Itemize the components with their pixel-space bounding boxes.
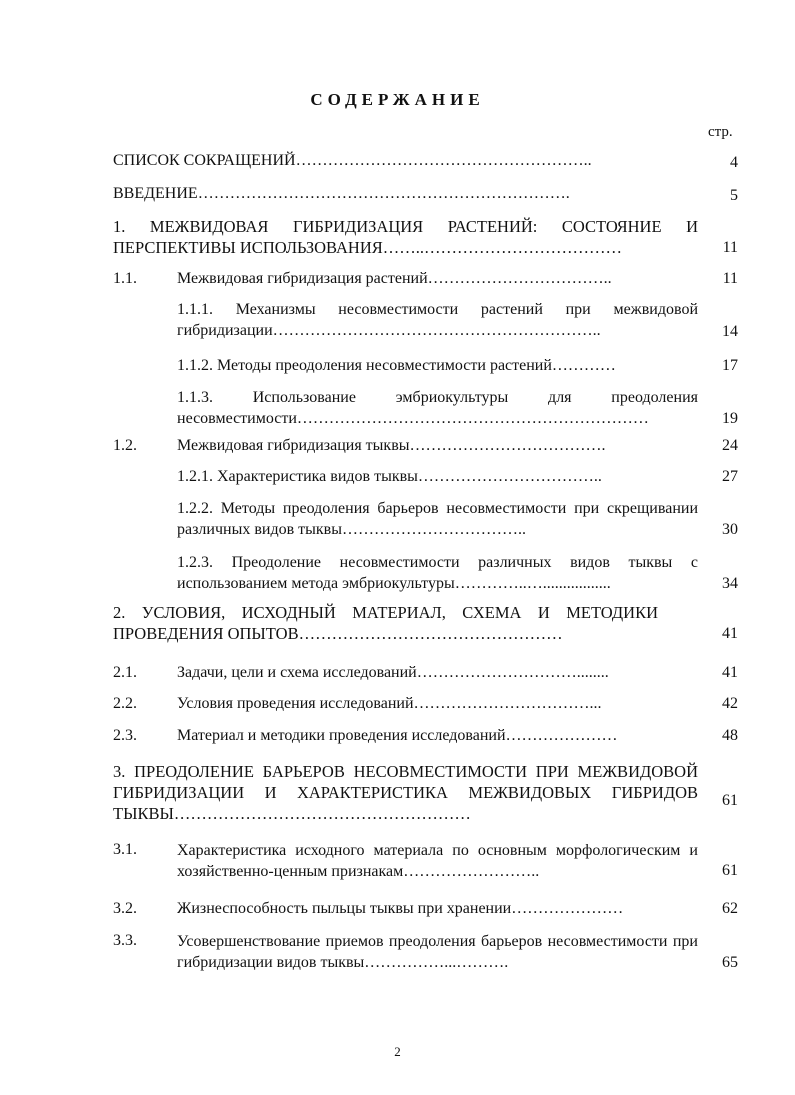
- toc-subsection: [113, 387, 738, 431]
- toc-entry-page: 24: [722, 437, 738, 454]
- toc-entry-page: 61: [722, 862, 738, 879]
- toc-section: [113, 663, 738, 685]
- toc-entry-page: 61: [722, 792, 738, 809]
- toc-entry-number: 3.1.: [113, 841, 137, 858]
- toc-subsection: [113, 356, 738, 378]
- toc-entry-page: 5: [730, 187, 738, 204]
- toc-entry-page: 34: [722, 575, 738, 592]
- toc-entry-page: 48: [722, 727, 738, 744]
- toc-entry: [113, 184, 738, 206]
- toc-entry-text: Жизнеспособность пыльцы тыквы при хранении…………………: [177, 900, 624, 917]
- toc-entry-text: СПИСОК СОКРАЩЕНИЙ………………………………………………..: [113, 152, 592, 169]
- toc-entry-page: 11: [722, 239, 738, 256]
- toc-entry-text: 1.2.3. Преодоление несовместимости различных видов тыквы с использованием метода эмбриокультуры…………..….................: [177, 554, 698, 592]
- toc-entry-number: 2.3.: [113, 727, 137, 744]
- toc-section: [113, 436, 738, 458]
- toc-entry-number: 3.2.: [113, 900, 137, 917]
- toc-entry-page: 27: [722, 468, 738, 485]
- toc-entry-text: Межвидовая гибридизация растений……………………………..: [177, 270, 612, 287]
- toc-section: [113, 694, 738, 716]
- toc-section: [113, 899, 738, 921]
- toc-entry-text: 1. МЕЖВИДОВАЯ ГИБРИДИЗАЦИЯ РАСТЕНИЙ: СОСТОЯНИЕ И ПЕРСПЕКТИВЫ ИСПОЛЬЗОВАНИЯ……..………………………………: [113, 217, 698, 257]
- toc-entry-text: 1.2.1. Характеристика видов тыквы……………………………..: [177, 468, 602, 485]
- toc-entry-text: Усовершенствование приемов преодоления барьеров несовместимости при гибридизации видов тыквы……………...……….: [177, 933, 698, 971]
- toc-entry-page: 41: [722, 664, 738, 681]
- toc-entry-text: Задачи, цели и схема исследований…………………………........: [177, 664, 609, 681]
- toc-entry-text: 2. УСЛОВИЯ, ИСХОДНЫЙ МАТЕРИАЛ, СХЕМА И МЕТОДИКИ ПРОВЕДЕНИЯ ОПЫТОВ…………………………………………: [113, 603, 658, 643]
- toc-entry-text: Характеристика исходного материала по основным морфологическим и хозяйственно-ценным признакам……………………..: [177, 842, 698, 880]
- toc-entry-page: 4: [730, 154, 738, 171]
- toc-chapter: [113, 761, 738, 827]
- toc-entry-page: 41: [722, 625, 738, 642]
- toc-section: [113, 726, 738, 748]
- toc-entry-page: 65: [722, 954, 738, 971]
- toc-section: [113, 931, 738, 975]
- toc-entry-page: 19: [722, 410, 738, 427]
- page-column-label: стр.: [708, 124, 733, 140]
- toc-entry-text: Условия проведения исследований……………………………...: [177, 695, 602, 712]
- toc-entry-text: 1.1.1. Механизмы несовместимости растений при межвидовой гибридизации……………………………………………………..: [177, 301, 698, 339]
- toc-entry-text: Межвидовая гибридизация тыквы……………………………….: [177, 437, 606, 454]
- toc-entry-page: 42: [722, 695, 738, 712]
- toc-subsection: [113, 498, 738, 542]
- toc-subsection: [113, 467, 738, 489]
- toc-section: [113, 840, 738, 884]
- toc-entry-number: 1.2.: [113, 437, 137, 454]
- toc-entry-text: 1.1.3. Использование эмбриокультуры для преодоления несовместимости…………………………………………………………: [177, 389, 698, 427]
- toc-entry-text: 1.1.2. Методы преодоления несовместимости растений…………: [177, 357, 616, 374]
- toc-chapter: [113, 602, 738, 646]
- toc-entry-page: 11: [722, 270, 738, 287]
- toc-subsection: [113, 552, 738, 596]
- toc-entry: [113, 151, 738, 173]
- toc-entry-text: ВВЕДЕНИЕ…………………………………………………………….: [113, 185, 570, 202]
- toc-entry-number: 2.2.: [113, 695, 137, 712]
- toc-entry-number: 1.1.: [113, 270, 137, 287]
- toc-entry-page: 62: [722, 900, 738, 917]
- toc-entry-text: 3. ПРЕОДОЛЕНИЕ БАРЬЕРОВ НЕСОВМЕСТИМОСТИ ПРИ МЕЖВИДОВОЙ ГИБРИДИЗАЦИИ И ХАРАКТЕРИСТИКА МЕЖВИДОВЫХ ГИБРИДОВ ТЫКВЫ………………………………………………: [113, 762, 698, 823]
- page-title: СОДЕРЖАНИЕ: [310, 90, 485, 109]
- toc-entry-number: 2.1.: [113, 664, 137, 681]
- toc-entry-text: Материал и методики проведения исследований…………………: [177, 727, 618, 744]
- page-number: 2: [394, 1044, 401, 1059]
- toc-entry-text: 1.2.2. Методы преодоления барьеров несовместимости при скрещивании различных видов тыквы……………………………..: [177, 500, 698, 538]
- toc-entry-number: 3.3.: [113, 932, 137, 949]
- toc-subsection: [113, 299, 738, 343]
- toc-chapter: [113, 216, 738, 260]
- toc-entry-page: 14: [722, 323, 738, 340]
- toc-entry-page: 30: [722, 521, 738, 538]
- toc-entry-page: 17: [722, 357, 738, 374]
- toc-section: [113, 269, 738, 291]
